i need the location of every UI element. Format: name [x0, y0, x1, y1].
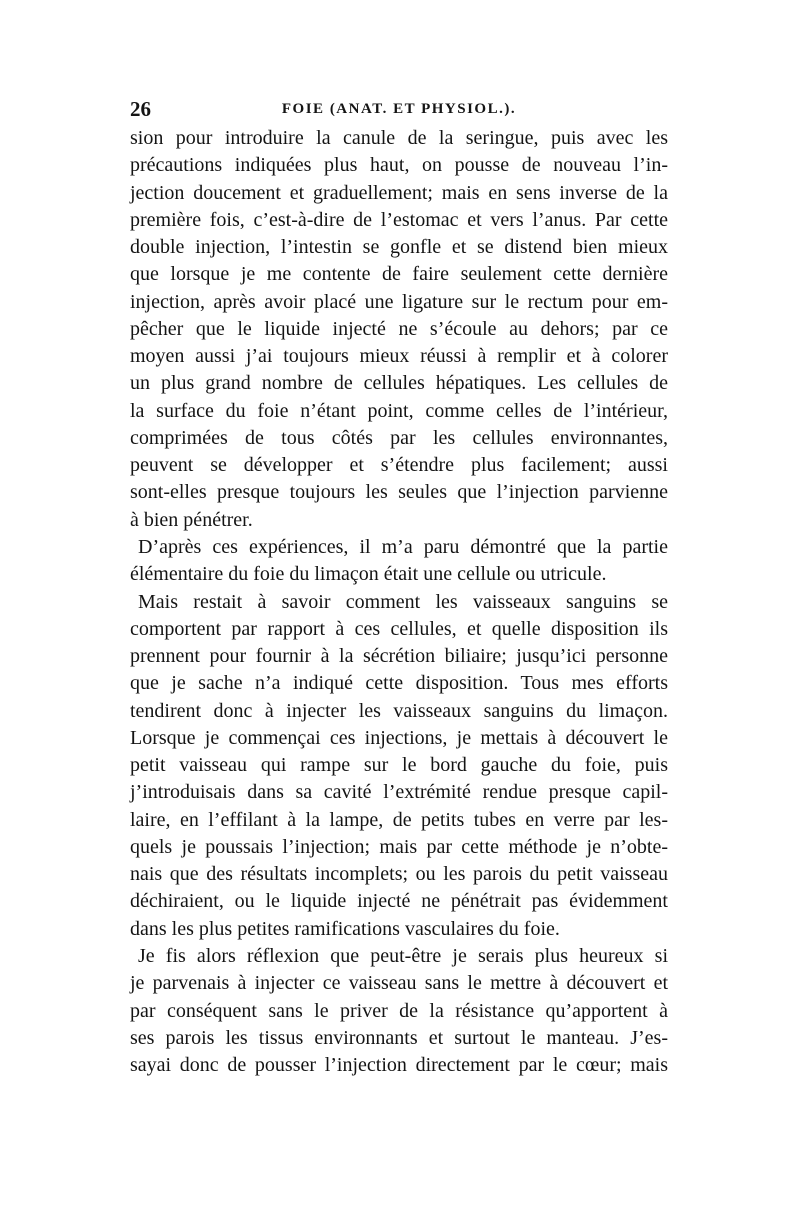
paragraph-start-line: D’après ces expériences, il m’a paru démontré que la partie	[138, 535, 668, 558]
text-line: double injection, l’intestin se gonfle et se distend bien mieux	[130, 236, 668, 259]
text-line: je parvenais à injecter ce vaisseau sans le mettre à découvert et	[130, 972, 668, 995]
page-header	[130, 96, 668, 122]
text-line: petit vaisseau qui rampe sur le bord gauche du foie, puis	[130, 754, 668, 777]
text-line: peuvent se développer et s’étendre plus facilement; aussi	[130, 454, 668, 477]
paragraph-start-line: Je fis alors réflexion que peut-être je serais plus heureux si	[138, 944, 668, 967]
text-line: tendirent donc à injecter les vaisseaux sanguins du limaçon.	[130, 699, 668, 722]
text-line: moyen aussi j’ai toujours mieux réussi à remplir et à colorer	[130, 345, 668, 368]
text-line: dans les plus petites ramifications vasculaires du foie.	[130, 917, 560, 940]
text-line: jection doucement et graduellement; mais en sens inverse de la	[130, 181, 668, 204]
text-line: un plus grand nombre de cellules hépatiques. Les cellules de	[130, 372, 668, 395]
text-line: précautions indiquées plus haut, on pousse de nouveau l’in-	[130, 154, 668, 177]
text-line: sayai donc de pousser l’injection directement par le cœur; mais	[130, 1054, 668, 1077]
text-line: comportent par rapport à ces cellules, et quelle disposition ils	[130, 617, 668, 640]
text-line: sion pour introduire la canule de la seringue, puis avec les	[130, 127, 668, 149]
text-line: par conséquent sans le priver de la résistance qu’apportent à	[130, 999, 668, 1022]
page-number: 26	[130, 97, 151, 121]
text-line: laire, en l’effilant à la lampe, de petits tubes en verre par les-	[130, 808, 668, 831]
text-line: que je sache n’a indiqué cette disposition. Tous mes efforts	[130, 672, 668, 695]
body-text	[130, 125, 668, 1079]
text-line: élémentaire du foie du limaçon était une cellule ou utricule.	[130, 563, 607, 586]
text-line: prennent pour fournir à la sécrétion biliaire; jusqu’ici personne	[130, 645, 668, 668]
text-line: nais que des résultats incomplets; ou les parois du petit vaisseau	[130, 863, 668, 886]
text-line: première fois, c’est-à-dire de l’estomac et vers l’anus. Par cette	[130, 208, 668, 231]
text-line: sont-elles presque toujours les seules que l’injection parvienne	[130, 481, 668, 504]
text-line: j’introduisais dans sa cavité l’extrémité rendue presque capil-	[130, 781, 668, 804]
text-line: ses parois les tissus environnants et surtout le manteau. J’es-	[130, 1026, 668, 1049]
text-line: déchiraient, ou le liquide injecté ne pénétrait pas évidemment	[130, 890, 668, 913]
text-line: que lorsque je me contente de faire seulement cette dernière	[130, 263, 668, 286]
paragraph-start-line: Mais restait à savoir comment les vaisseaux sanguins se	[138, 590, 668, 613]
text-line: quels je poussais l’injection; mais par cette méthode je n’obte-	[130, 835, 668, 858]
text-line: injection, après avoir placé une ligature sur le rectum pour em-	[130, 290, 668, 313]
text-line: à bien pénétrer.	[130, 508, 253, 531]
text-line: comprimées de tous côtés par les cellules environnantes,	[130, 426, 668, 449]
text-line: pêcher que le liquide injecté ne s’écoule au dehors; par ce	[130, 317, 668, 340]
text-line: Lorsque je commençai ces injections, je mettais à découvert le	[130, 726, 668, 749]
running-head: FOIE (ANAT. ET PHYSIOL.).	[281, 101, 517, 117]
text-line: la surface du foie n’étant point, comme celles de l’intérieur,	[130, 399, 668, 422]
